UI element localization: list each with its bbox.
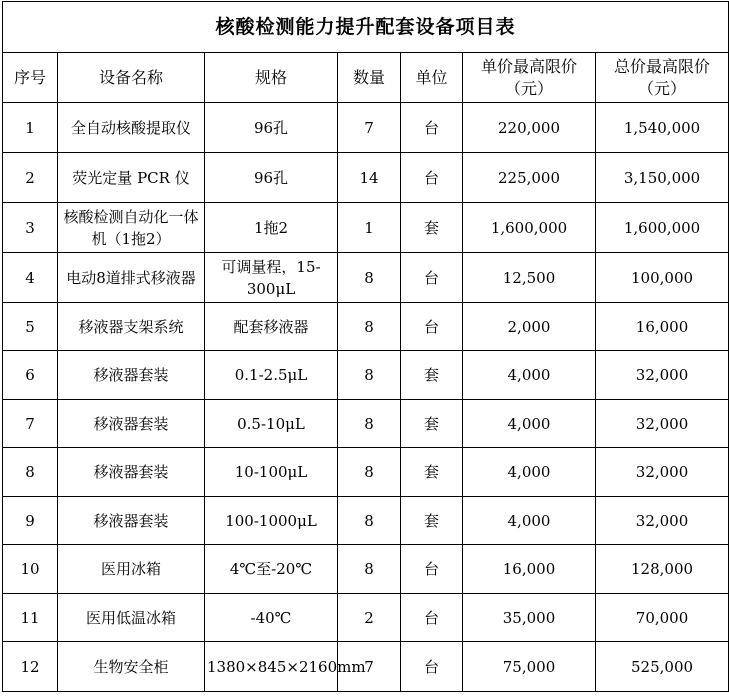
cell-name: 医用冰箱	[58, 545, 205, 594]
cell-index: 7	[3, 400, 58, 448]
table-row	[3, 351, 729, 400]
cell-total-price: 32,000	[596, 448, 729, 497]
cell-name: 移液器支架系统	[58, 303, 205, 351]
cell-spec: 10-100μL	[205, 448, 338, 497]
cell-unit-price: 12,500	[463, 253, 596, 303]
table-row	[3, 448, 729, 497]
cell-total-price: 3,150,000	[596, 153, 729, 203]
cell-index: 8	[3, 448, 58, 497]
cell-unit: 套	[401, 448, 463, 497]
cell-qty: 8	[338, 253, 401, 303]
equipment-table	[2, 1, 729, 692]
cell-unit: 台	[401, 103, 463, 153]
cell-unit-price: 4,000	[463, 351, 596, 400]
table-row	[3, 103, 729, 153]
cell-total-price: 128,000	[596, 545, 729, 594]
cell-unit: 台	[401, 253, 463, 303]
cell-qty: 8	[338, 351, 401, 400]
cell-unit: 套	[401, 497, 463, 545]
cell-name: 移液器套装	[58, 448, 205, 497]
cell-index: 9	[3, 497, 58, 545]
cell-unit-price: 225,000	[463, 153, 596, 203]
cell-spec: 1380×845×2160mm	[205, 642, 338, 692]
table-body	[3, 103, 729, 692]
cell-name: 荧光定量 PCR 仪	[58, 153, 205, 203]
cell-qty: 8	[338, 303, 401, 351]
cell-spec: 0.5-10μL	[205, 400, 338, 448]
cell-name: 医用低温冰箱	[58, 594, 205, 642]
cell-spec: 1拖2	[205, 203, 338, 253]
table-row	[3, 253, 729, 303]
cell-total-price: 32,000	[596, 497, 729, 545]
cell-qty: 7	[338, 103, 401, 153]
cell-unit: 台	[401, 303, 463, 351]
header-row	[3, 53, 729, 103]
header-name: 设备名称	[58, 53, 205, 103]
cell-name: 移液器套装	[58, 400, 205, 448]
header-index: 序号	[3, 53, 58, 103]
cell-unit: 套	[401, 400, 463, 448]
header-unit-price: 单价最高限价（元）	[463, 53, 596, 103]
cell-unit: 套	[401, 351, 463, 400]
cell-index: 10	[3, 545, 58, 594]
cell-unit: 台	[401, 545, 463, 594]
cell-spec: 100-1000μL	[205, 497, 338, 545]
cell-index: 6	[3, 351, 58, 400]
table-row	[3, 594, 729, 642]
cell-total-price: 32,000	[596, 400, 729, 448]
table-row	[3, 153, 729, 203]
cell-total-price: 32,000	[596, 351, 729, 400]
cell-unit: 台	[401, 594, 463, 642]
cell-unit-price: 4,000	[463, 400, 596, 448]
header-total-price: 总价最高限价（元）	[596, 53, 729, 103]
cell-name: 移液器套装	[58, 351, 205, 400]
cell-index: 11	[3, 594, 58, 642]
cell-name: 全自动核酸提取仪	[58, 103, 205, 153]
cell-index: 2	[3, 153, 58, 203]
cell-qty: 1	[338, 203, 401, 253]
cell-unit-price: 1,600,000	[463, 203, 596, 253]
cell-spec: -40℃	[205, 594, 338, 642]
cell-spec: 可调量程，15-300μL	[205, 253, 338, 303]
header-spec: 规格	[205, 53, 338, 103]
table-row	[3, 303, 729, 351]
table-row	[3, 203, 729, 253]
cell-unit: 台	[401, 153, 463, 203]
cell-index: 3	[3, 203, 58, 253]
cell-total-price: 100,000	[596, 253, 729, 303]
cell-total-price: 70,000	[596, 594, 729, 642]
cell-index: 4	[3, 253, 58, 303]
cell-name: 生物安全柜	[58, 642, 205, 692]
cell-total-price: 1,600,000	[596, 203, 729, 253]
cell-spec: 96孔	[205, 103, 338, 153]
cell-name: 电动8道排式移液器	[58, 253, 205, 303]
cell-total-price: 1,540,000	[596, 103, 729, 153]
cell-unit-price: 35,000	[463, 594, 596, 642]
cell-spec: 4℃至-20℃	[205, 545, 338, 594]
cell-total-price: 525,000	[596, 642, 729, 692]
cell-qty: 8	[338, 400, 401, 448]
cell-unit-price: 16,000	[463, 545, 596, 594]
table-title: 核酸检测能力提升配套设备项目表	[3, 2, 729, 53]
header-qty: 数量	[338, 53, 401, 103]
cell-index: 1	[3, 103, 58, 153]
title-row	[3, 2, 729, 53]
cell-qty: 8	[338, 545, 401, 594]
cell-unit-price: 4,000	[463, 448, 596, 497]
cell-name: 移液器套装	[58, 497, 205, 545]
cell-qty: 2	[338, 594, 401, 642]
cell-unit-price: 75,000	[463, 642, 596, 692]
header-unit: 单位	[401, 53, 463, 103]
cell-qty: 8	[338, 448, 401, 497]
cell-unit-price: 2,000	[463, 303, 596, 351]
cell-qty: 8	[338, 497, 401, 545]
table-row	[3, 642, 729, 692]
table-row	[3, 400, 729, 448]
cell-index: 12	[3, 642, 58, 692]
cell-unit: 台	[401, 642, 463, 692]
cell-unit: 套	[401, 203, 463, 253]
cell-spec: 配套移液器	[205, 303, 338, 351]
cell-unit-price: 220,000	[463, 103, 596, 153]
cell-index: 5	[3, 303, 58, 351]
cell-unit-price: 4,000	[463, 497, 596, 545]
cell-qty: 7	[338, 642, 401, 692]
cell-name: 核酸检测自动化一体机（1拖2）	[58, 203, 205, 253]
table-row	[3, 545, 729, 594]
cell-total-price: 16,000	[596, 303, 729, 351]
cell-spec: 96孔	[205, 153, 338, 203]
cell-spec: 0.1-2.5μL	[205, 351, 338, 400]
cell-qty: 14	[338, 153, 401, 203]
table-row	[3, 497, 729, 545]
